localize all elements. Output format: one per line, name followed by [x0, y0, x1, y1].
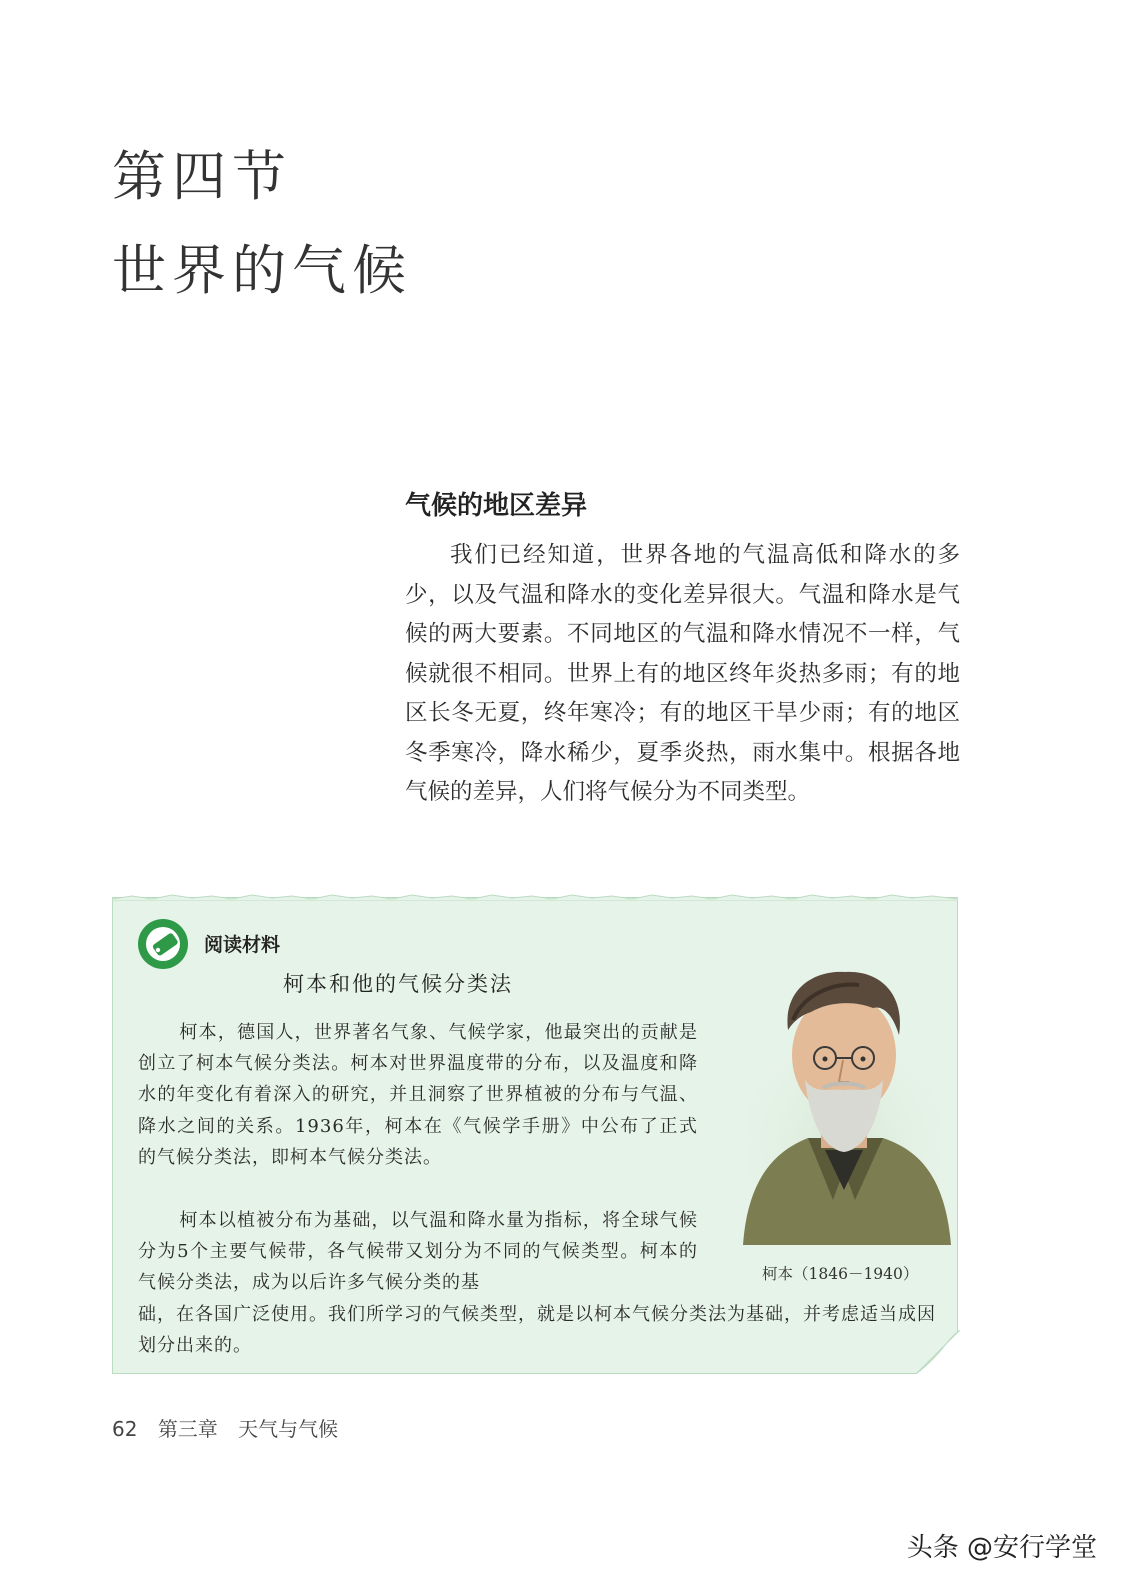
- reading-material-icon: [137, 918, 189, 970]
- page-number: 62: [112, 1417, 138, 1441]
- reading-title: 柯本和他的气候分类法: [283, 972, 513, 996]
- section-name: 世界的气候: [112, 239, 412, 302]
- section-title: [112, 130, 412, 318]
- chapter-number: 第三章: [157, 1417, 218, 1441]
- reading-label: 阅读材料: [204, 934, 281, 956]
- watermark: 头条 @安行学堂: [906, 1533, 1097, 1563]
- page-footer: [112, 1413, 352, 1442]
- chapter-title: 天气与气候: [238, 1417, 339, 1441]
- reading-paragraph-2-tail: 础，在各国广泛使用。我们所学习的气候类型，就是以柯本气候分类法为基础，并考虑适当成因划分出来的。: [138, 1304, 936, 1357]
- main-paragraph: 我们已经知道，世界各地的气温高低和降水的多少，以及气温和降水的变化差异很大。气温和降水是气候的两大要素。不同地区的气温和降水情况不一样，气候就很不相同。世界上有的地区终年炎热多雨；有的地区长冬无夏，终年寒冷；有的地区干旱少雨；有的地区冬季寒冷，降水稀少，夏季炎热，雨水集中。根据各地气候的差异，人们将气候分为不同类型。: [405, 542, 960, 805]
- page-curl-decoration: [916, 1330, 960, 1374]
- section-number: 第四节: [112, 145, 292, 208]
- torn-edge-decoration: [112, 891, 958, 901]
- koppen-portrait-illustration: [733, 960, 955, 1250]
- reading-paragraph-2: 柯本以植被分布为基础，以气温和降水量为指标，将全球气候分为5个主要气候带，各气候带又划分为不同的气候类型。柯本的气候分类法，成为以后许多气候分类的基: [138, 1210, 698, 1294]
- portrait-caption: 柯本（1846－1940）: [762, 1265, 919, 1283]
- reading-paragraph-1: 柯本，德国人，世界著名气象、气候学家，他最突出的贡献是创立了柯本气候分类法。柯本对世界温度带的分布，以及温度和降水的年变化有着深入的研究，并且洞察了世界植被的分布与气温、降水之间的关系。1936年，柯本在《气候学手册》中公布了正式的气候分类法，即柯本气候分类法。: [138, 1022, 698, 1168]
- subsection-heading: 气候的地区差异: [405, 491, 588, 521]
